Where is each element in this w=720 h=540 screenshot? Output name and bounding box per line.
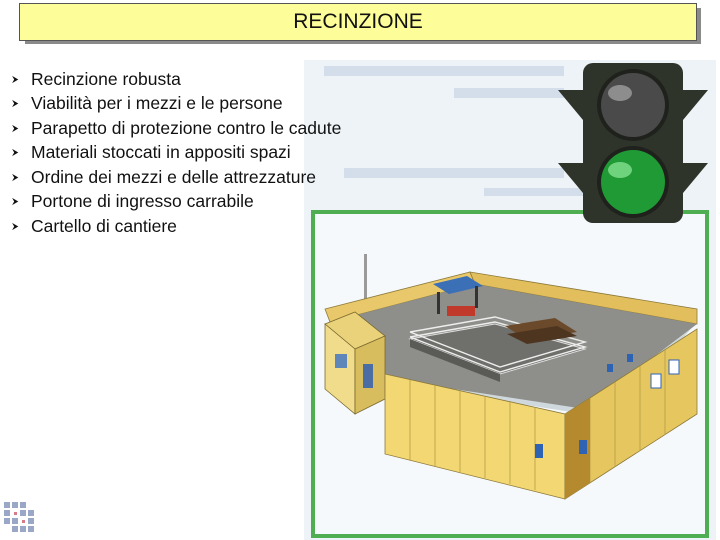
bullet-text: Viabilità per i mezzi e le persone	[31, 93, 283, 114]
construction-site-illustration	[315, 214, 705, 534]
bullet-item	[12, 141, 341, 166]
bullet-text: Materiali stoccati in appositi spazi	[31, 142, 291, 163]
chevron-right-icon: ⮞	[12, 98, 19, 109]
chevron-right-icon: ⮞	[12, 196, 19, 207]
bullet-item	[12, 67, 341, 92]
title-box	[19, 3, 697, 41]
bullet-item	[12, 116, 341, 141]
grid-logo-icon	[2, 500, 40, 540]
bullet-text: Parapetto di protezione contro le cadute	[31, 117, 342, 138]
slide-title: RECINZIONE	[293, 10, 423, 33]
chevron-right-icon: ⮞	[12, 220, 19, 231]
chevron-right-icon: ⮞	[12, 147, 19, 158]
bullet-text: Ordine dei mezzi e delle attrezzature	[31, 166, 316, 187]
chevron-right-icon: ⮞	[12, 122, 19, 133]
bullet-text: Recinzione robusta	[31, 68, 181, 89]
bullet-item	[12, 165, 341, 190]
bullet-list	[12, 67, 341, 239]
bullet-item	[12, 190, 341, 215]
bullet-item	[12, 92, 341, 117]
chevron-right-icon: ⮞	[12, 171, 19, 182]
traffic-light-icon	[558, 55, 708, 225]
bullet-item	[12, 214, 341, 239]
signal-green-light	[601, 150, 665, 214]
bullet-text: Portone di ingresso carrabile	[31, 191, 254, 212]
signal-off-light	[601, 73, 665, 137]
chevron-right-icon: ⮞	[12, 73, 19, 84]
bullet-text: Cartello di cantiere	[31, 215, 177, 236]
